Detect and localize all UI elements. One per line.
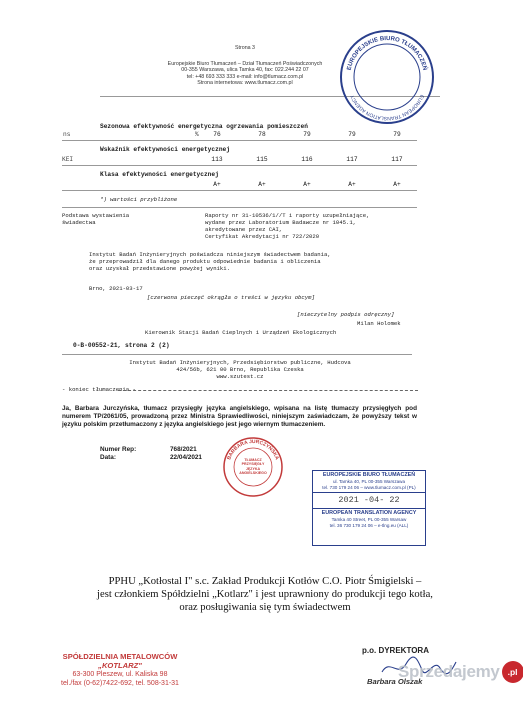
address-line: 424/56b, 621 00 Brno, Republika Czeska — [176, 366, 304, 373]
row1-value: 79 — [303, 131, 311, 138]
row3-value: A+ — [348, 181, 356, 188]
coop-line1: SPÓŁDZIELNIA METALOWCÓW — [62, 652, 178, 661]
director-title: p.o. DYREKTORA — [362, 646, 429, 655]
coop-line3: 63-300 Pleszew, ul. Kaliska 98 — [72, 671, 168, 678]
statement-line: jest członkiem Spółdzielni „Kotlarz" i jest uprawniony do produkcji tego kotła, — [97, 589, 433, 600]
row2-value: 117 — [391, 156, 403, 163]
paragraph-line: że przeprowadził dla danego produktu odpowiednie badania i obliczenia — [89, 258, 321, 265]
watermark — [398, 661, 523, 683]
row1-value: 78 — [258, 131, 266, 138]
membership-statement — [40, 575, 490, 614]
row-divider — [62, 165, 417, 166]
agency-contact-pl: tel. 730 179 24 06 – www.tlumacz.com.pl (PL) — [322, 484, 416, 490]
certification-text: Ja, Barbara Jurczyńska, tłumacz przysięgły języka angielskiego, wpisana na listę tłumaczy przysięgłych pod numerem TP/2061/05, prowadzoną przez Ministra Sprawiedliwości, niniejszym zaświadczam, że powyższy tekst w języku polskim przetłumaczony z języka angielskiego jest jego wiernym tłumaczeniem. — [62, 405, 417, 429]
agency-rect-stamp — [312, 470, 426, 546]
agency-round-stamp — [338, 28, 436, 126]
row1-value: 79 — [393, 131, 401, 138]
row2-values — [200, 156, 414, 163]
director-name: Barbara Olszak — [367, 677, 423, 686]
row3-label: Klasa efektywności energetycznej — [100, 171, 219, 178]
signature-note: [nieczytelny podpis odręczny] — [297, 311, 395, 318]
basis-text-line: Raporty nr 31-10536/1//T i raporty uzupełniające, — [205, 212, 370, 219]
stamp-note: [czerwona pieczęć okrągła o treści w języku obcym] — [147, 294, 315, 301]
basis-text — [205, 212, 369, 240]
row-divider — [62, 207, 417, 208]
row3-value: A+ — [303, 181, 311, 188]
address-line: Instytut Badań Inżynieryjnych, Przedsiębiorstwo publiczne, Hudcova — [129, 359, 351, 366]
date-label: Data: — [100, 454, 116, 462]
address-line: www.szutest.cz — [216, 373, 264, 380]
basis-text-line: wydane przez Laboratorium Badawcze nr 1045.1, — [205, 219, 357, 226]
header-line1: Europejskie Biuro Tłumaczeń – Dział Tłumaczeń Poświadczonych — [167, 60, 323, 67]
doc-ref: 0-B-00552-21, strona 2 (2) — [73, 342, 170, 349]
basis-label-line2: świadectwa — [62, 219, 96, 226]
watermark-badge-text: .pl — [507, 667, 518, 677]
translator-seal — [222, 436, 284, 498]
basis-label-line1: Podstawa wystawienia — [62, 212, 130, 219]
rep-label: Numer Rep: — [100, 446, 137, 453]
row1-value: 79 — [348, 131, 356, 138]
row1-label: Sezonowa efektywność energetyczna ogrzewania pomieszczeń — [100, 123, 308, 130]
stamp-ring-bottom: EUROPEAN TRANSLATION AGENCY — [349, 93, 425, 122]
row-divider — [62, 190, 417, 191]
row3-value: A+ — [393, 181, 401, 188]
address-block — [80, 359, 400, 380]
date-value: 22/04/2021 — [170, 454, 202, 462]
agency-date: 2021 -04- 22 — [338, 495, 400, 506]
seal-center: TŁUMACZ PRZYSIĘGŁY JĘZYKA ANGIELSKIEGO — [239, 458, 267, 476]
row2-value: 117 — [346, 156, 358, 163]
header-line4: Strona internetowa: www.tlumacz.com.pl — [197, 80, 293, 87]
row2-value: 113 — [211, 156, 223, 163]
stamp-ring-top: EUROPEJSKIE BIURO TŁUMACZEŃ — [346, 35, 428, 71]
coop-line2: „KOTLARZ" — [98, 661, 142, 670]
row3-value: A+ — [213, 181, 221, 188]
row-divider — [62, 354, 412, 355]
header-line3: tel: +48 693 333 333 e-mail: info@tlumacz.com.pl — [186, 73, 304, 80]
header — [150, 45, 340, 87]
seal-ring-text: BARBARA JURCZYŃSKA — [226, 438, 280, 461]
statement-line: oraz posługiwania się tym świadectwem — [179, 602, 351, 613]
basis-label — [62, 212, 129, 226]
row2-label: Wskaźnik efektywności energetycznej — [100, 146, 230, 153]
header-line2: 00-355 Warszawa, ulica Tamka 40, fax: 022.244 22 07 — [181, 67, 309, 74]
watermark-text: Sprzedajemy — [398, 662, 500, 681]
row2-value: 115 — [256, 156, 268, 163]
row1-unit: % — [195, 131, 199, 138]
signer-name: Milan Holomek — [357, 320, 401, 327]
row-divider — [62, 140, 417, 141]
coop-stamp — [20, 652, 220, 688]
signer-title: Kierownik Stacji Badań Cieplnych i Urządzeń Ekologicznych — [145, 329, 337, 336]
basis-text-line: Certyfikat Akredytacji nr 722/2020 — [205, 233, 320, 240]
end-translation: - koniec tłumaczenia - — [62, 386, 136, 393]
agency-addr-en: Tamka 40 Street, PL 00-355 Warsaw — [331, 517, 407, 523]
agency-addr-pl: ul. Tamka 40, PL 00-355 Warszawa — [332, 478, 406, 484]
basis-text-line: akredytowane przez CAI, — [205, 226, 283, 233]
row1-code: ns — [63, 131, 71, 138]
row2-code: KEI — [62, 156, 74, 163]
agency-contact-en: tel. 36 730 179 24 06 – e-tlng.eu (ALL) — [329, 522, 409, 528]
approx-note: *) wartości przybliżone — [100, 196, 178, 203]
end-rule — [118, 390, 418, 391]
row2-value: 116 — [301, 156, 313, 163]
coop-line4: tel./fax (0-62)7422-692, tel. 508-31-31 — [61, 680, 179, 687]
place-date: Brno, 2021-03-17 — [89, 285, 143, 292]
row1-values — [200, 131, 414, 138]
rep-value: 768/2021 — [170, 446, 197, 453]
row3-value: A+ — [258, 181, 266, 188]
watermark-badge — [502, 661, 523, 683]
page-number: Strona 3 — [234, 45, 256, 51]
agency-name-pl: EUROPEJSKIE BIURO TŁUMACZEŃ — [322, 472, 416, 478]
row1-value: 76 — [213, 131, 221, 138]
paragraph-line: Instytut Badań Inżynieryjnych poświadcza niniejszym świadectwem badania, — [89, 251, 331, 258]
paragraph-line: oraz uzyskał przedstawione powyżej wyniki. — [89, 265, 230, 272]
statement-line: PPHU „Kotłostal I" s.c. Zakład Produkcji Kotłów C.O. Piotr Śmigielski – — [108, 576, 422, 587]
institute-paragraph — [89, 251, 331, 272]
rep-block — [100, 446, 202, 462]
row3-values — [200, 181, 414, 188]
agency-name-en: EUROPEAN TRANSLATION AGENCY — [321, 510, 417, 517]
